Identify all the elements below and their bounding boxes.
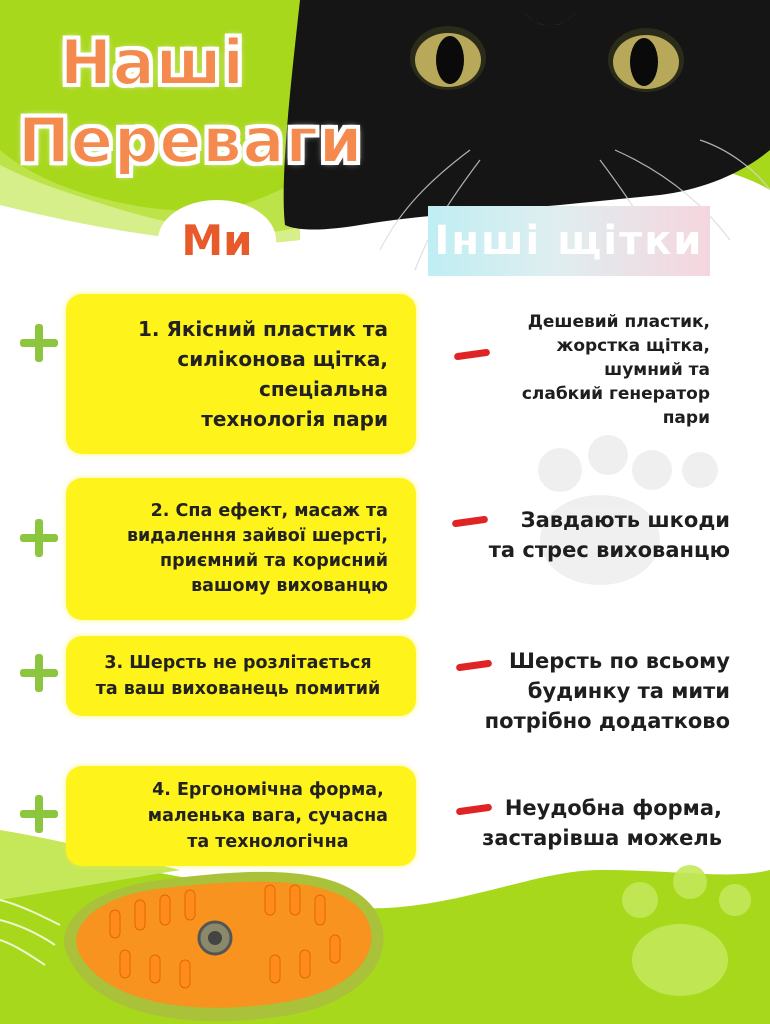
column-header-we-label: Ми bbox=[181, 215, 253, 265]
page-title-line-1: Наші bbox=[60, 26, 245, 99]
plus-icon bbox=[18, 517, 60, 559]
plus-icon bbox=[18, 652, 60, 694]
con-text: Шерсть по всьому будинку та мити потрібно додатково bbox=[484, 649, 730, 733]
plus-icon bbox=[18, 322, 60, 364]
con-text: Неудобна форма, застарівша можель bbox=[482, 796, 722, 850]
con-text: Завдають шкоди та стрес вихованцю bbox=[488, 508, 730, 562]
pro-text: 3. Шерсть не розлітається та ваш вихованець помитий bbox=[95, 653, 381, 699]
pro-card bbox=[66, 478, 416, 620]
con-text: Дешевий пластик, жорстка щітка, шумний та слабкий генератор пари bbox=[521, 312, 710, 428]
column-header-others bbox=[428, 206, 710, 276]
pro-card bbox=[66, 636, 416, 716]
column-header-others-label: Інші щітки bbox=[434, 218, 704, 264]
plus-icon bbox=[18, 793, 60, 835]
column-header-we bbox=[158, 200, 276, 280]
pro-text: 2. Спа ефект, масаж та видалення зайвої шерсті, приємний та корисний вашому вихованцю bbox=[126, 501, 388, 596]
pro-card bbox=[66, 294, 416, 454]
steam-brush-illustration bbox=[40, 850, 400, 1024]
pro-text: 1. Якісний пластик та силіконова щітка, спеціальна технологія пари bbox=[137, 317, 388, 431]
page-title-line-2: Переваги bbox=[18, 104, 364, 177]
pro-text: 4. Ергономічна форма, маленька вага, сучасна та технологічна bbox=[147, 780, 388, 852]
